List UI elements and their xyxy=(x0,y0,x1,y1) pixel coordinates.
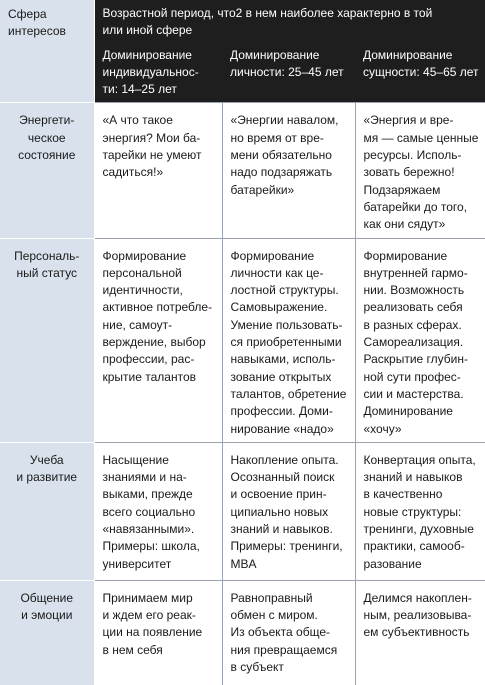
table-cell: Формирование внутренней гармо- нии. Возможность реализовать себя в разных сферах. Самореализация. Раскрытие глубин- ной сути профес- сии и мастерства. Доминирование «хочу» xyxy=(355,238,485,442)
table-cell: Принимаем мир и ждем его реак- ции на появление в нем себя xyxy=(94,580,222,685)
header-row-period xyxy=(0,0,485,44)
column-header-individuality: Доминирование индивидуальнос- ти: 14–25 лет xyxy=(94,44,222,103)
table-row xyxy=(0,580,485,685)
row-label-learning: Учеба и развитие xyxy=(0,442,94,580)
table-cell: «Энергия и вре- мя — самые ценные ресурсы. Исполь- зовать бережно! Подзаряжаем батарейки до того, как они сядут» xyxy=(355,103,485,238)
corner-label: Сфера интересов xyxy=(0,0,94,103)
table-cell: Насыщение знаниями и на- выками, прежде всего социально «навязанными». Примеры: школа, университет xyxy=(94,442,222,580)
table-row xyxy=(0,442,485,580)
table-cell: Равноправный обмен с миром. Из объекта обще- ния превращаемся в субъект xyxy=(222,580,355,685)
column-header-essence: Доминирование сущности: 45–65 лет xyxy=(355,44,485,103)
table-cell: «Энергии навалом, но время от вре- мени обязательно надо подзаряжать батарейки» xyxy=(222,103,355,238)
row-label-personal-status: Персональ- ный статус xyxy=(0,238,94,442)
table-row xyxy=(0,238,485,442)
table-cell: Формирование персональной идентичности, активное потребле- ние, самоут- верждение, выбор профессии, рас- крытие талантов xyxy=(94,238,222,442)
table-cell: Делимся накоплен- ным, реализовыва- ем субъективность xyxy=(355,580,485,685)
table-cell: Накопление опыта. Осознанный поиск и освоение прин- ципиально новых знаний и навыков. Примеры: тренинги, MBA xyxy=(222,442,355,580)
table-cell: Формирование личности как це- лостной структуры. Самовыражение. Умение пользовать- ся приобретенными навыками, исполь- зование открытых талантов, обретение профессии. Доми- нирование «надо» xyxy=(222,238,355,442)
period-title: Возрастной период, что2 в нем наиболее характерно в той или иной сфере xyxy=(94,0,485,44)
row-label-communication: Общение и эмоции xyxy=(0,580,94,685)
table-row xyxy=(0,103,485,238)
table-cell: Конвертация опыта, знаний и навыков в качественно новые структуры: тренинги, духовные практики, самооб- разование xyxy=(355,442,485,580)
table-cell: «А что такое энергия? Мои ба- тарейки не умеют садиться!» xyxy=(94,103,222,238)
column-header-personality: Доминирование личности: 25–45 лет xyxy=(222,44,355,103)
row-label-energy: Энергети- ческое состояние xyxy=(0,103,94,238)
